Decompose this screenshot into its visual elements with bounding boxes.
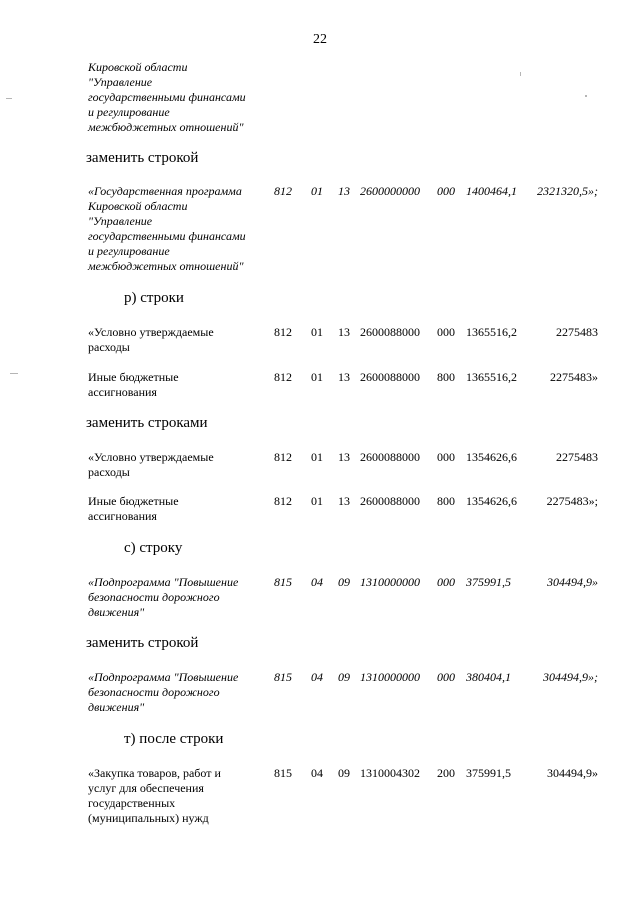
row-name-line: «Подпрограмма "Повышение — [88, 670, 239, 684]
cell-code: 815 — [274, 670, 292, 684]
cell-code: 815 — [274, 766, 292, 780]
heading-replace-rows: заменить строками — [86, 415, 208, 431]
row-name-line: "Управление — [88, 214, 153, 228]
cell-section: 01 — [311, 184, 323, 198]
cell-value-2: 304494,9» — [547, 766, 598, 780]
cell-article: 2600000000 — [360, 184, 420, 198]
cell-expense-type: 000 — [437, 575, 455, 589]
cell-article: 1310000000 — [360, 670, 420, 684]
row-name-line: «Закупка товаров, работ и — [88, 766, 221, 780]
cell-section: 01 — [311, 450, 323, 464]
cell-section: 01 — [311, 325, 323, 339]
cell-article: 1310004302 — [360, 766, 420, 780]
row-name-line: услуг для обеспечения — [88, 781, 204, 795]
cell-article: 2600088000 — [360, 370, 420, 384]
cell-value-1: 375991,5 — [466, 575, 511, 589]
cell-section: 04 — [311, 766, 323, 780]
cell-value-1: 1354626,6 — [466, 494, 517, 508]
cell-article: 1310000000 — [360, 575, 420, 589]
row-name-line: движения" — [88, 605, 145, 619]
cell-expense-type: 800 — [437, 370, 455, 384]
cell-code: 812 — [274, 450, 292, 464]
cell-value-1: 1365516,2 — [466, 325, 517, 339]
cell-expense-type: 800 — [437, 494, 455, 508]
row-name-line: «Условно утверждаемые — [88, 325, 214, 339]
cell-value-1: 1400464,1 — [466, 184, 517, 198]
scan-mark — [520, 72, 521, 76]
row-name-line: безопасности дорожного — [88, 685, 220, 699]
row-name-line: государственных — [88, 796, 176, 810]
scan-mark — [6, 98, 12, 99]
cell-value-2: 2275483 — [556, 450, 598, 464]
cell-expense-type: 000 — [437, 325, 455, 339]
cell-value-2: 2321320,5»; — [537, 184, 598, 198]
cell-subsection: 13 — [338, 494, 350, 508]
heading-item-r: р) строки — [124, 290, 184, 306]
cell-value-1: 375991,5 — [466, 766, 511, 780]
row-name — [88, 325, 263, 355]
row-name — [88, 670, 263, 715]
row-name — [88, 370, 263, 400]
row-name-line: «Государственная программа — [88, 184, 242, 198]
heading-replace-row-2: заменить строкой — [86, 635, 199, 651]
cell-subsection: 09 — [338, 575, 350, 589]
row-name-line: (муниципальных) нужд — [88, 811, 209, 825]
row-name-line: Иные бюджетные — [88, 494, 179, 508]
intro-line: Кировской области — [88, 60, 188, 74]
row-name — [88, 575, 263, 620]
intro-line: государственными финансами — [88, 90, 246, 104]
cell-subsection: 13 — [338, 184, 350, 198]
cell-article: 2600088000 — [360, 325, 420, 339]
row-name-line: Кировской области — [88, 199, 188, 213]
cell-article: 2600088000 — [360, 494, 420, 508]
cell-code: 815 — [274, 575, 292, 589]
row-name — [88, 766, 263, 826]
row-name-line: «Подпрограмма "Повышение — [88, 575, 239, 589]
row-name-line: расходы — [88, 465, 130, 479]
row-name-line: межбюджетных отношений" — [88, 259, 244, 273]
row-name-line: расходы — [88, 340, 130, 354]
cell-subsection: 09 — [338, 766, 350, 780]
cell-expense-type: 000 — [437, 670, 455, 684]
row-name — [88, 494, 263, 524]
intro-line: "Управление — [88, 75, 153, 89]
heading-item-t: т) после строки — [124, 731, 224, 747]
row-name-line: государственными финансами — [88, 229, 246, 243]
cell-value-2: 2275483»; — [546, 494, 598, 508]
cell-value-2: 2275483 — [556, 325, 598, 339]
row-name-line: и регулирование — [88, 244, 170, 258]
cell-subsection: 13 — [338, 450, 350, 464]
heading-replace-row: заменить строкой — [86, 150, 199, 166]
cell-section: 01 — [311, 494, 323, 508]
cell-expense-type: 000 — [437, 450, 455, 464]
cell-subsection: 13 — [338, 325, 350, 339]
cell-section: 04 — [311, 670, 323, 684]
cell-code: 812 — [274, 494, 292, 508]
intro-line: межбюджетных отношений" — [88, 120, 244, 134]
cell-article: 2600088000 — [360, 450, 420, 464]
cell-section: 01 — [311, 370, 323, 384]
row-name-line: Иные бюджетные — [88, 370, 179, 384]
cell-expense-type: 000 — [437, 184, 455, 198]
row-name — [88, 184, 263, 274]
cell-section: 04 — [311, 575, 323, 589]
cell-code: 812 — [274, 370, 292, 384]
cell-expense-type: 200 — [437, 766, 455, 780]
row-name-line: безопасности дорожного — [88, 590, 220, 604]
cell-value-2: 2275483» — [550, 370, 598, 384]
row-name-line: ассигнования — [88, 509, 157, 523]
cell-subsection: 13 — [338, 370, 350, 384]
scan-mark — [10, 373, 18, 374]
cell-value-1: 1354626,6 — [466, 450, 517, 464]
cell-value-2: 304494,9» — [547, 575, 598, 589]
row-name-line: ассигнования — [88, 385, 157, 399]
cell-code: 812 — [274, 184, 292, 198]
cell-code: 812 — [274, 325, 292, 339]
cell-value-2: 304494,9»; — [543, 670, 598, 684]
cell-value-1: 1365516,2 — [466, 370, 517, 384]
row-name — [88, 450, 263, 480]
cell-value-1: 380404,1 — [466, 670, 511, 684]
row-name-line: движения" — [88, 700, 145, 714]
heading-item-s: с) строку — [124, 540, 183, 556]
cell-subsection: 09 — [338, 670, 350, 684]
scan-mark — [585, 95, 587, 97]
row-name-line: «Условно утверждаемые — [88, 450, 214, 464]
intro-text — [88, 60, 263, 135]
intro-line: и регулирование — [88, 105, 170, 119]
page-number: 22 — [313, 32, 327, 47]
